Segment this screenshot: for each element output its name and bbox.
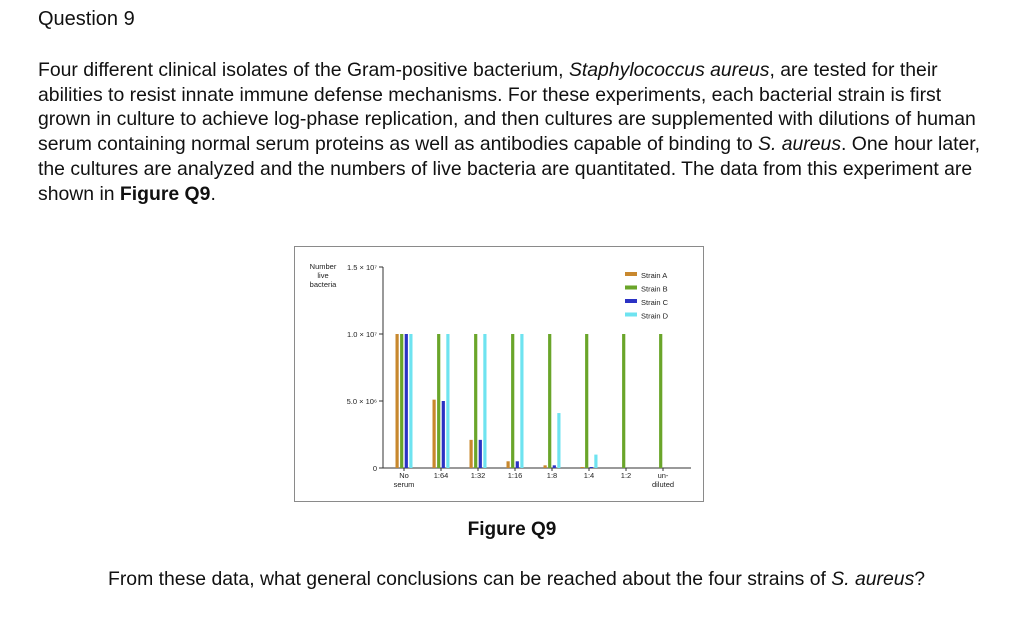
paragraph-text-2: , are tested for their abilities to resist innate immune defense mechanisms. For these experiments, each bacterial strain is first grown in culture to achieve log-phase replication, and then cultures are supplemented with dilutions of human serum containing normal serum proteins as well as antibodies capable of binding to [38, 59, 976, 156]
figure-caption: Figure Q9 [467, 519, 557, 540]
closing-text-1: From these data, what general conclusions can be reached about the four strains of [108, 568, 832, 590]
bar [409, 334, 412, 468]
x-tick-label: serum [393, 480, 415, 489]
bar [590, 467, 593, 468]
x-tick-label: 1:8 [546, 471, 558, 480]
bar [405, 334, 408, 468]
x-tick-label: 1:4 [583, 471, 595, 480]
question-title: Question 9 [38, 8, 135, 30]
bar [659, 334, 662, 468]
x-tick-label: un- [657, 471, 669, 480]
x-tick-label: 1:64 [433, 471, 449, 480]
x-tick-label: 1:32 [470, 471, 486, 480]
legend-label: Strain D [641, 311, 669, 321]
figure-reference: Figure Q9 [119, 182, 211, 205]
bar [433, 400, 436, 468]
closing-text-2: ? [914, 568, 926, 590]
bar [594, 455, 597, 468]
y-tick-label: 1.0 × 10⁷ [346, 330, 377, 339]
legend-label: Strain C [641, 298, 669, 307]
bar [479, 440, 482, 468]
legend-swatch [625, 313, 637, 317]
legend-label: Strain B [641, 284, 668, 294]
paragraph-text-1: Four different clinical isolates of the Gram-positive bacterium, [38, 59, 569, 81]
organism-name: Staphylococcus aureus [568, 59, 770, 81]
organism-short-name: S. aureus [758, 133, 842, 156]
closing-question [108, 567, 988, 592]
bar [511, 334, 514, 468]
x-tick-label: diluted [651, 480, 675, 489]
y-axis-label-line: bacteria [309, 280, 337, 289]
bar [581, 467, 584, 468]
x-tick-label: 1:2 [620, 471, 632, 480]
y-axis-label-line: live [317, 271, 329, 280]
y-tick-label: 0 [372, 464, 377, 473]
bar [507, 461, 510, 468]
bar [442, 401, 445, 468]
bar [553, 465, 556, 468]
paragraph-text-4: . [210, 182, 216, 205]
figure-q9-box [294, 246, 704, 502]
bar [544, 465, 547, 468]
y-tick-label: 5.0 × 10⁶ [346, 397, 377, 406]
bar [400, 334, 403, 468]
bar [622, 334, 625, 468]
bar-chart [295, 247, 703, 501]
bar [585, 334, 588, 468]
bar [474, 334, 477, 468]
bar [516, 461, 519, 468]
y-tick-label: 1.5 × 10⁷ [346, 263, 377, 272]
legend-swatch [625, 299, 637, 303]
bar [520, 334, 523, 468]
legend-label: Strain A [641, 271, 668, 280]
x-tick-label: No [399, 471, 409, 480]
bar [396, 334, 399, 468]
bar [548, 334, 551, 468]
x-tick-label: 1:16 [507, 471, 523, 480]
paragraph-text-3: . One hour later, the cultures are analyzed and the numbers of live bacteria are quantitated. The data from this experiment are shown in [38, 133, 981, 205]
question-paragraph [38, 58, 988, 206]
bar [483, 334, 486, 468]
bar [557, 413, 560, 468]
bar [446, 334, 449, 468]
bar [437, 334, 440, 468]
y-axis-label-line: Number [309, 262, 337, 271]
legend-swatch [625, 272, 637, 276]
bar [470, 440, 473, 468]
closing-organism-name: S. aureus [831, 568, 915, 590]
legend-swatch [625, 286, 637, 290]
